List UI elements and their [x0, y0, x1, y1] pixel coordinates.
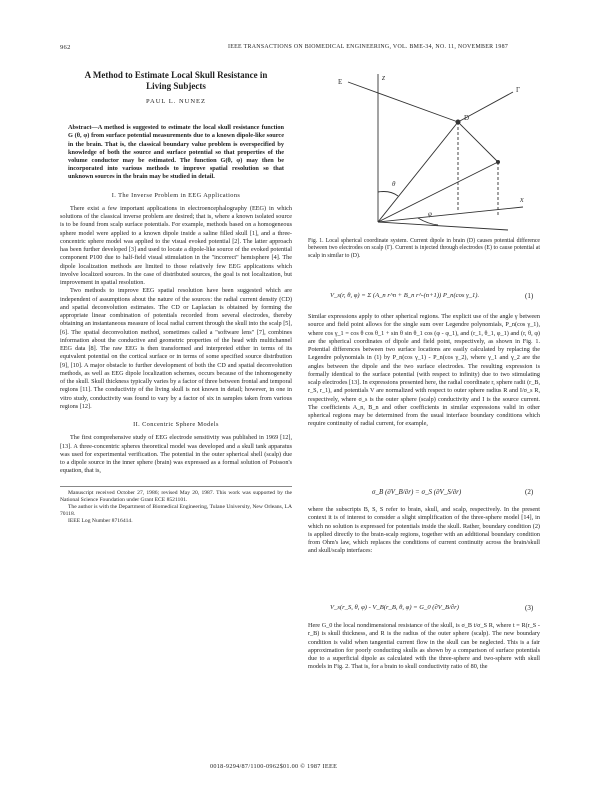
figure-1-diagram — [308, 62, 540, 232]
abstract: Abstract—A method is suggested to estimate the local skull resistance function G (θ, φ) from surface potential measurements due to a known dipole-like source in the brain. That is, the classical boundary value problem is overspecified by knowledge of both the source and surface potential so that properties of the volume conductor may be estimated. The function G(θ, φ) may then be incorporated into various methods to improve spatial resolution so that unknown sources in the brain may be studied in detail. — [68, 124, 284, 181]
figure-1 — [308, 62, 540, 232]
figure-label-z: z — [382, 73, 386, 82]
theta-arc — [378, 192, 398, 197]
right-paragraph-1 — [308, 313, 540, 429]
left-column — [60, 70, 292, 525]
article-title — [60, 70, 292, 92]
right-paragraph-3-text: Here G_0 the local nondimensional resistance of the skull, is σ_B t/σ_S R, where t = R(r_S - r_B) is skull thickness, and R is the radius of the outer sphere (scalp). The new boundary condition is valid when tangential current flow in the skull can be neglected. This is a fair approximation for poorly conducting skulls as shown by a comparison of surface potentials due to a superficial dipole as calculated with the three-sphere and two-sphere with skull models in Fig. 2. That is, for a brain to skull conductivity ratio of 80, the — [308, 622, 540, 671]
radial-line-2 — [378, 162, 498, 222]
electrode-line-1 — [348, 82, 458, 122]
equation-3-number: (3) — [525, 604, 534, 612]
section-1-paragraph-1: There exist a few important applications in electroencephalography (EEG) in which solutions of the classical inverse problem are desired; that is, where a known isolated source is to be found from scalp surface potentials. For example, methods based on a homogeneous sphere model were applied to a known dipole inside a saline filled skull [1], and a three-concentric sphere model was applied to the visual evoked potential [2]. The latter approach has been further developed [3] and used to locate a dipole-like source of the evoked potential component P100 due to half-field visual stimulation in the "incorrect" hemisphere [4]. The dipole localization methods are limited to those relatively few EEG applications which involve localized sources. In the case of distributed sources, the goal is not localization, but improvement in spatial resolution. — [60, 204, 292, 287]
figure-label-gamma: Γ — [516, 86, 521, 94]
page-number: 962 — [60, 44, 71, 51]
radial-line-1 — [378, 122, 458, 222]
equation-1: V_s(r, θ, φ) = Σ (A_n r^n + B_n r^-(n+1)) P_n(cos γ_1). — [330, 292, 480, 299]
section-1-heading: I. The Inverse Problem in EEG Applications — [111, 191, 241, 199]
right-paragraph-2 — [308, 506, 540, 556]
equation-2: σ_B (∂V_B/∂r) = σ_S (∂V_S/∂r) — [372, 488, 462, 496]
figure-label-d: D — [464, 114, 470, 122]
equation-3: V_s(r_S, θ, φ) - V_B(r_B, θ, φ) = G_0 (∂V_B/∂r) — [330, 604, 459, 611]
author: PAUL L. NUNEZ — [145, 98, 206, 105]
footnote-line-3: IEEE Log Number 8716414. — [68, 517, 133, 524]
dipole-marker — [456, 120, 461, 125]
section-2-paragraph-1: The first comprehensive study of EEG electrode sensitivity was published in 1969 [12], [13]. A three-concentric spheres theoretical model was developed and a skull tank apparatus was used for experimental verification. The potential in the outer spherical shell (scalp) due to a dipole source in the inner sphere (brain) was expressed as a formal solution of Poisson's equation, that is, — [60, 434, 292, 475]
journal-header: IEEE TRANSACTIONS ON BIOMEDICAL ENGINEERING, VOL. BME-34, NO. 11, NOVEMBER 1987 — [228, 44, 509, 50]
section-2-heading: II. Concentric Sphere Models — [133, 421, 219, 429]
section-1-paragraph-2: Two methods to improve EEG spatial resolution have been suggested which are independent of assumptions about the nature of the sources: the radial current density (CD) and spatial deconvolution estimates. The CD or Laplacian is obtained by forming the appropriate linear combination of potentials recorded from several electrodes, thereby obtaining an instantaneous measure of local radial current through the skull into the scalp [5], [6]. The spatial deconvolution method, sometimes called a "software lens" [7], combines information about the conductive and geometric properties of the head with multichannel EEG data [8]. The raw EEG is then transformed and interpreted either in terms of its equivalent potential on the cortical surface or in terms of some specified source distribution [9], [10]. A major obstacle to further development of both the CD and spatial deconvolution methods, as well as EEG dipole localization schemes, occurs because of the inhomogeneity of the skull. Skull thickness typically varies by a factor of three between frontal and temporal regions [11]. The conductivity of the living skull is not known in detail; however, in one in vitro study, conductivity was found to vary by a factor of six in samples taken from various regions [12]. — [60, 287, 292, 410]
electrode-marker — [496, 160, 500, 164]
footnote — [60, 486, 292, 525]
right-paragraph-3 — [308, 622, 540, 672]
electrode-line-3 — [458, 122, 498, 162]
footnote-line-2: The author is with the Department of Biomedical Engineering, Tulane University, New Orleans, LA 70118. — [60, 503, 292, 517]
figure-label-theta: θ — [392, 180, 396, 188]
figure-label-e: E — [338, 78, 343, 86]
footnote-line-1: Manuscript received October 27, 1986; revised May 20, 1987. This work was supported by the National Science Foundation under Grant ECE 8521101. — [60, 489, 292, 503]
right-paragraph-2-text: where the subscripts B, S, S refer to brain, skull, and scalp, respectively. In the present context it is of interest to consider a slight simplification of the three-sphere model [14], in which no solution is expressed for potentials inside the skull. Rather, boundary condition (2) is applied directly to the brain-scalp regions, together with an additional boundary condition from Ohm's law, which replaces the conditions of current continuity across the brain/skull and skull/scalp interfaces: — [308, 506, 540, 555]
phi-arc — [418, 218, 438, 225]
y-axis — [378, 222, 508, 230]
right-paragraph-1-text: Similar expressions apply to other spherical regions. The explicit use of the angle γ between source and field point allows for the single sum over Legendre polynomials, P_n(cos γ_1), where cos γ_1 = cos θ cos θ_1 + sin θ sin θ_1 cos (φ - φ_1), and (r_1, θ_1, φ_1) and (r, θ, φ) are the spherical coordinates of dipole and field point, respectively, as shown in Fig. 1. Potential differences between two surface locations are easily calculated by replacing the Legendre polynomials in (1) by P_n(cos γ_1) - P_n(cos γ_2), where γ_1 and γ_2 are the angles between the dipole and the two surface electrodes. The resulting expression is formally identical to the surface potential (with respect to infinity) due to two stimulating scalp electrodes [13]. In expressions presented here, the radial coordinate r, sphere radii (r_B, r_S, r_1), and potentials V are normalized with respect to outer sphere radius R and I/σ_s R, respectively, where σ_s is the outer sphere (scalp) conductivity and I is the source current. The coefficients A_n, B_n and other coefficients in similar expressions valid in other spherical regions may be determined from the usual interface boundary conditions which require continuity of radial current, for example, — [308, 313, 540, 428]
right-column — [308, 238, 540, 260]
title-line-2: Living Subjects — [146, 81, 206, 91]
title-line-1: A Method to Estimate Local Skull Resistance in — [84, 70, 268, 80]
figure-label-phi: φ — [428, 210, 432, 218]
equation-2-number: (2) — [525, 488, 534, 496]
copyright-footer: 0018-9294/87/1100-0962$01.00 © 1987 IEEE — [210, 763, 338, 770]
figure-1-caption: Fig. 1. Local spherical coordinate system. Current dipole in brain (D) causes potential difference between two electrodes on scalp (Γ). Current is injected through electrodes (E) to cause potential at scalp in similar to (D). — [308, 238, 540, 259]
figure-label-x: x — [520, 195, 524, 204]
equation-1-number: (1) — [525, 292, 534, 300]
x-axis — [378, 207, 523, 222]
